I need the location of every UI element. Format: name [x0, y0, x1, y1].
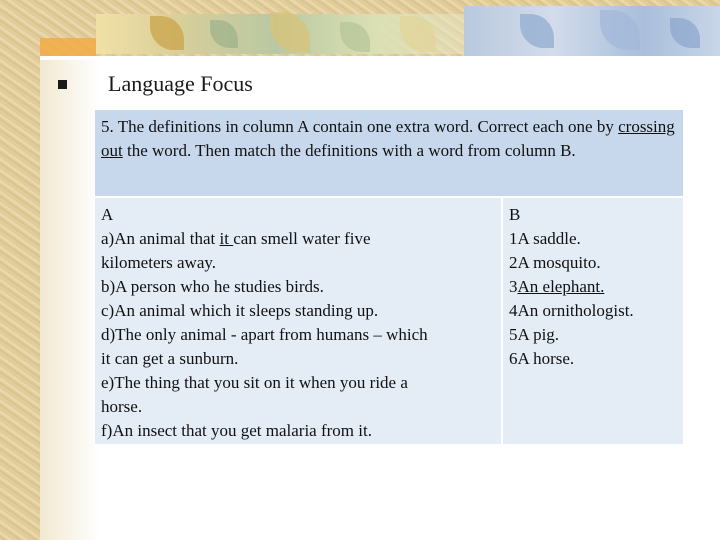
- definition-b: b)A person who he studies birds.: [101, 277, 324, 296]
- definition-d-continued: it can get a sunburn.: [101, 349, 239, 368]
- definition-a-continued: kilometers away.: [101, 253, 217, 272]
- word-3-underlined: An elephant.: [517, 277, 605, 296]
- parchment-side-strip: [0, 0, 40, 540]
- parchment-fade: [40, 56, 100, 540]
- word-3-number: 3: [509, 277, 518, 296]
- instruction-box: [95, 110, 683, 196]
- column-b: [503, 198, 683, 444]
- word-1: 1A saddle.: [509, 229, 581, 248]
- word-3: [509, 275, 679, 299]
- word-2: 2A mosquito.: [509, 253, 601, 272]
- definition-a: [101, 227, 497, 251]
- slide-heading: Language Focus: [108, 71, 253, 96]
- definition-c: c)An animal which it sleeps standing up.: [101, 301, 379, 320]
- definition-f: f)An insect that you get malaria from it.: [101, 421, 372, 440]
- square-bullet-icon: [58, 80, 67, 89]
- definition-a-text: a)An animal that: [101, 229, 220, 248]
- definition-e: e)The thing that you sit on it when you ride a: [101, 373, 408, 392]
- word-4: 4An ornithologist.: [509, 301, 634, 320]
- column-a: [95, 198, 501, 444]
- column-a-header: A: [101, 205, 114, 224]
- divider: [40, 56, 720, 60]
- decorative-header-band: [0, 0, 720, 56]
- instruction-text-end: the word. Then match the definitions with a word from column B.: [122, 141, 576, 160]
- instruction-underlined-text: crossing out: [101, 117, 675, 160]
- word-6: 6A horse.: [509, 349, 575, 368]
- instruction-text: 5. The definitions in column A contain one extra word. Correct each one by: [101, 117, 619, 136]
- definition-d: d)The only animal - apart from humans – which: [101, 325, 428, 344]
- definition-a-underlined: it: [219, 229, 234, 248]
- word-5: 5A pig.: [509, 325, 560, 344]
- definition-e-continued: horse.: [101, 397, 143, 416]
- definition-a-text-end: can smell water five: [233, 229, 371, 248]
- column-b-header: B: [509, 205, 521, 224]
